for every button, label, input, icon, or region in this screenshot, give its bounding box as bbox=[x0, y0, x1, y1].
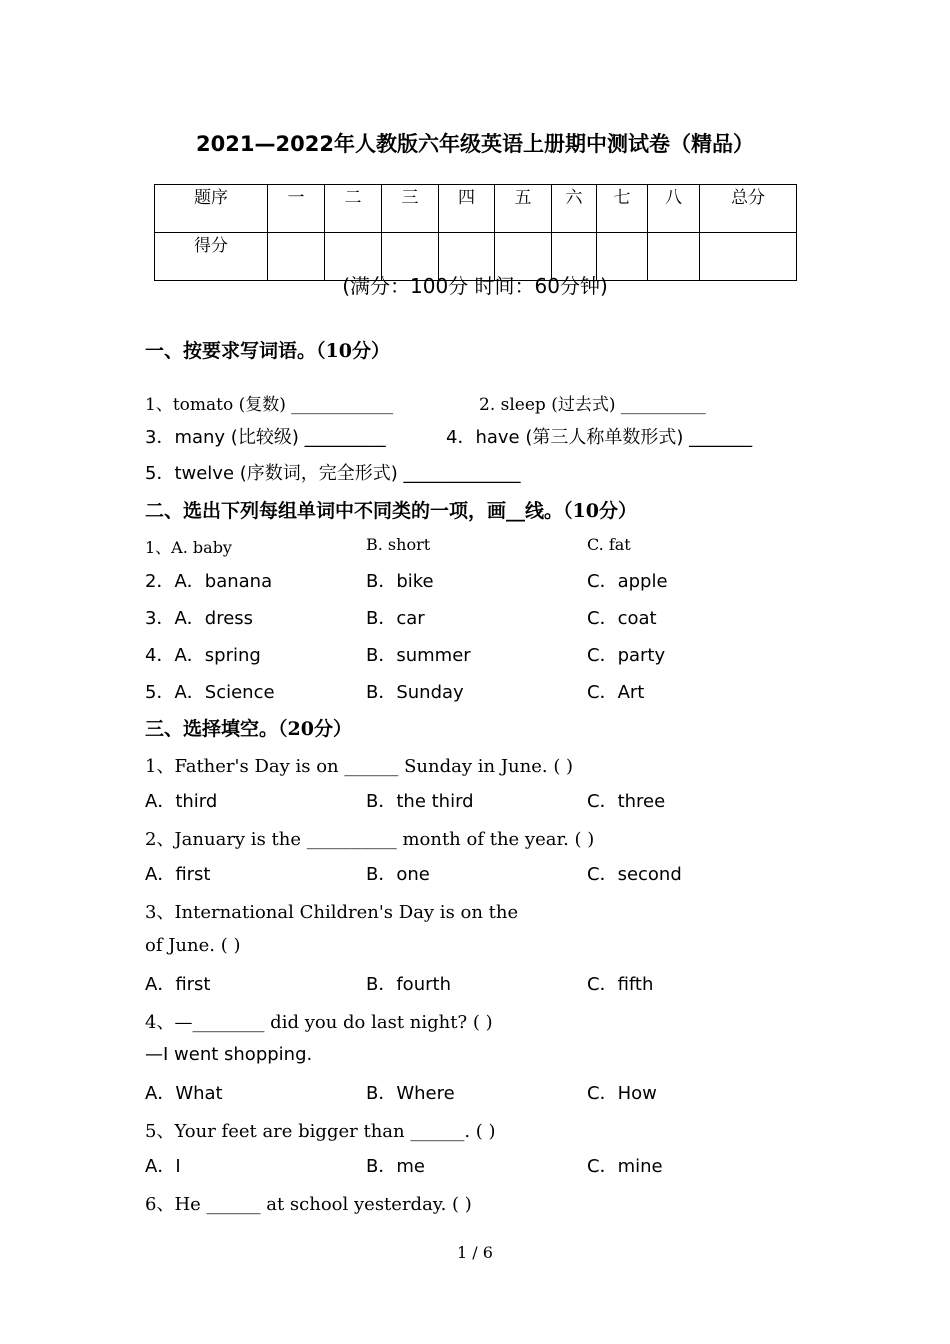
section3-q5-opt-c: C．mine bbox=[587, 1156, 663, 1177]
section2-row3-b: B．car bbox=[366, 608, 425, 629]
section2-row2-b: B．bike bbox=[366, 571, 434, 592]
document-title: 2021—2022年人教版六年级英语上册期中测试卷（精品） bbox=[196, 132, 754, 156]
score-header-cell: 题序 bbox=[155, 185, 268, 233]
score-header-cell: 四 bbox=[439, 185, 495, 233]
section1-q5: 5．twelve (序数词，完全形式) _____________ bbox=[145, 463, 521, 484]
section2-row4-b: B．summer bbox=[366, 645, 471, 666]
section2-row2-a: 2．A．banana bbox=[145, 571, 273, 592]
section3-heading: 三、选择填空。（20分） bbox=[145, 718, 352, 740]
section3-q3-opt-a: A．first bbox=[145, 974, 211, 995]
section3-q5: 5、Your feet are bigger than ______. ( ) bbox=[145, 1121, 496, 1142]
score-header-cell: 总分 bbox=[700, 185, 797, 233]
section2-row3-c: C．coat bbox=[587, 608, 657, 629]
section2-row5-c: C．Art bbox=[587, 682, 645, 703]
score-table bbox=[154, 184, 797, 281]
section2-heading: 二、选出下列每组单词中不同类的一项，画__线。（10分） bbox=[145, 500, 637, 522]
section3-q4: 4、—________ did you do last night? ( ) bbox=[145, 1012, 493, 1033]
score-header-cell: 八 bbox=[648, 185, 700, 233]
section3-q3-line2: of June. ( ) bbox=[145, 935, 241, 956]
score-header-cell: 三 bbox=[382, 185, 439, 233]
section2-row5-a: 5．A．Science bbox=[145, 682, 275, 703]
section3-q2: 2、January is the __________ month of the year. ( ) bbox=[145, 829, 595, 850]
section1-q1: 1、tomato (复数) ____________ bbox=[145, 395, 394, 415]
score-row-label: 得分 bbox=[155, 233, 268, 281]
section2-row1-c: C. fat bbox=[587, 535, 631, 554]
section3-q2-opt-c: C．second bbox=[587, 864, 682, 885]
section3-q2-opt-a: A．first bbox=[145, 864, 211, 885]
section3-q6: 6、He ______ at school yesterday. ( ) bbox=[145, 1194, 472, 1215]
section3-q3-opt-b: B．fourth bbox=[366, 974, 451, 995]
section3-q4-opt-c: C．How bbox=[587, 1083, 657, 1104]
section2-row1-b: B. short bbox=[366, 535, 431, 554]
section3-q5-opt-a: A．I bbox=[145, 1156, 181, 1177]
page-number: 1 / 6 bbox=[457, 1243, 493, 1262]
section3-q4-opt-a: A．What bbox=[145, 1083, 223, 1104]
section2-row4-c: C．party bbox=[587, 645, 666, 666]
section1-q2: 2. sleep (过去式) __________ bbox=[479, 395, 706, 415]
score-header-cell: 七 bbox=[597, 185, 648, 233]
score-table-header-row bbox=[155, 185, 797, 233]
section1-q4: 4．have (第三人称单数形式) _______ bbox=[446, 427, 753, 448]
section3-q1: 1、Father's Day is on ______ Sunday in June. ( ) bbox=[145, 756, 574, 777]
full-mark-time: (满分：100分 时间：60分钟) bbox=[342, 274, 608, 298]
score-header-cell: 六 bbox=[552, 185, 597, 233]
section3-q1-opt-c: C．three bbox=[587, 791, 666, 812]
section2-row5-b: B．Sunday bbox=[366, 682, 464, 703]
section2-row2-c: C．apple bbox=[587, 571, 668, 592]
section2-row1-a: 1、A. baby bbox=[145, 538, 232, 557]
section3-q3-opt-c: C．fifth bbox=[587, 974, 654, 995]
section2-row4-a: 4．A．spring bbox=[145, 645, 261, 666]
section3-q5-opt-b: B．me bbox=[366, 1156, 425, 1177]
section3-q3-line1: 3、International Children's Day is on the bbox=[145, 902, 519, 923]
section1-q3: 3．many (比较级) _________ bbox=[145, 427, 386, 448]
section3-q1-opt-b: B．the third bbox=[366, 791, 474, 812]
section3-q4-opt-b: B．Where bbox=[366, 1083, 455, 1104]
score-header-cell: 二 bbox=[325, 185, 382, 233]
section1-heading: 一、按要求写词语。（10分） bbox=[145, 340, 390, 362]
section3-q1-opt-a: A．third bbox=[145, 791, 218, 812]
section3-q4-answer: —I went shopping. bbox=[145, 1044, 313, 1065]
score-header-cell: 一 bbox=[268, 185, 325, 233]
score-header-cell: 五 bbox=[495, 185, 552, 233]
section3-q2-opt-b: B．one bbox=[366, 864, 430, 885]
section2-row3-a: 3．A．dress bbox=[145, 608, 254, 629]
